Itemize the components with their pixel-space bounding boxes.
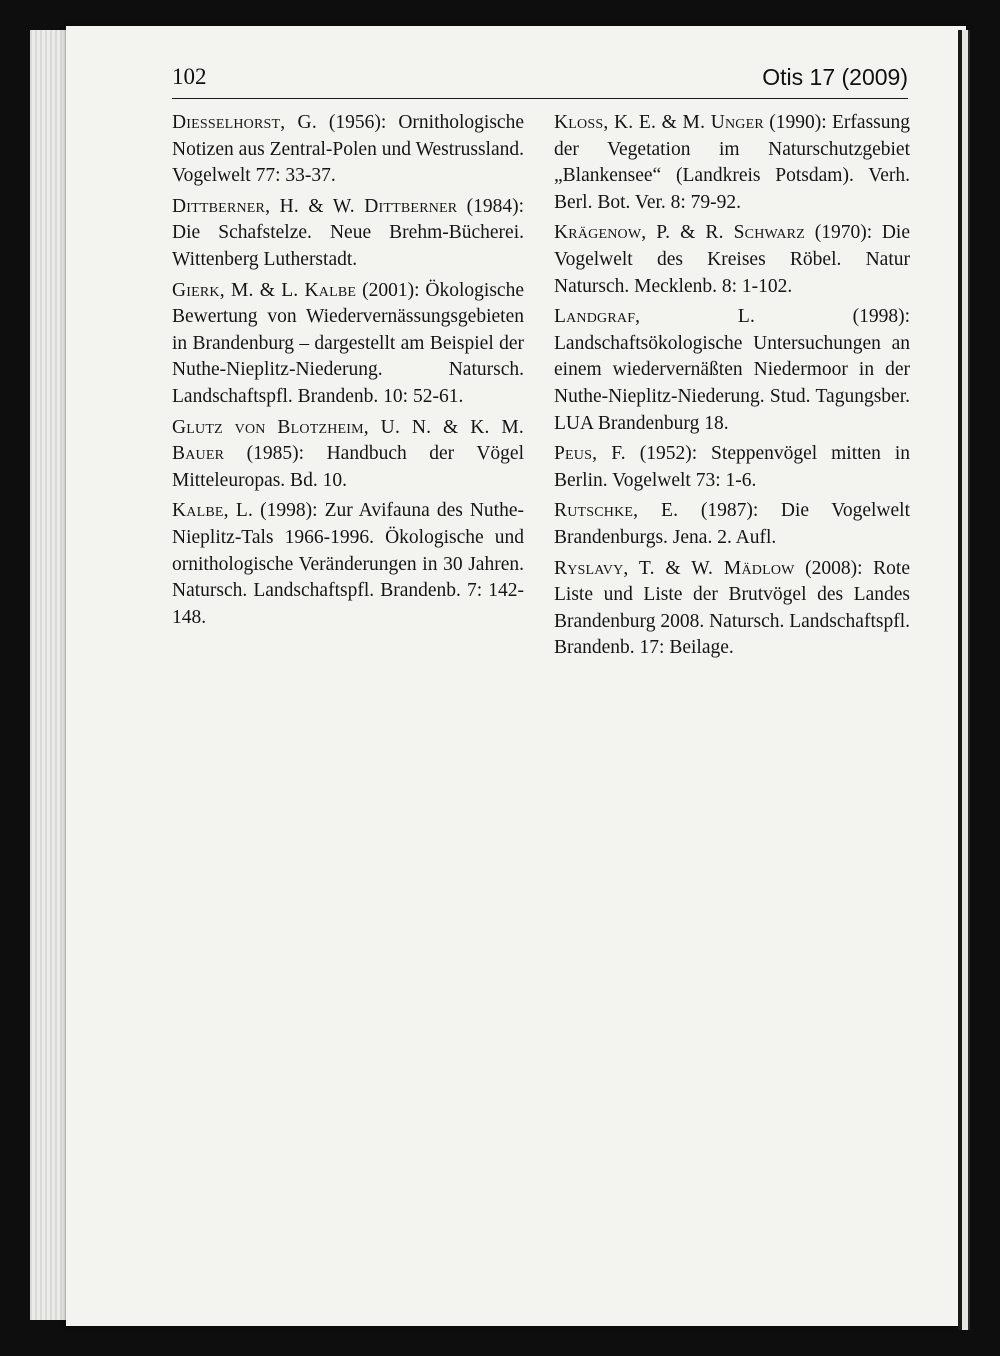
- reference-column-left: [172, 110, 524, 635]
- reference-details: (1985): Handbuch der Vögel Mitteleuropas. Bd. 10.: [172, 443, 524, 491]
- reference-authors: Peus, F.: [554, 443, 626, 465]
- reference-entry: [554, 304, 910, 437]
- reference-details: (1998): Zur Avifauna des Nuthe-Nieplitz-Tals 1966-1996. Ökologische und ornithologische Veränderungen in 30 Jahren. Natursch. Landschaftspfl. Brandenb. 7: 142-148.: [172, 500, 524, 628]
- reference-details: (2008): Rote Liste und Liste der Brutvögel des Landes Brandenburg 2008. Natursch. Landschaftspfl. Brandenb. 17: Beilage.: [554, 557, 911, 659]
- reference-entry: [172, 278, 524, 411]
- reference-entry: [554, 220, 910, 300]
- reference-details: (1990): Erfassung der Vegetation im Naturschutzgebiet „Blankensee“ (Landkreis Potsdam). Verh. Berl. Bot. Ver. 8: 79-92.: [554, 112, 911, 213]
- reference-entry: [554, 441, 910, 494]
- page-header: [172, 64, 908, 99]
- reference-entry: [554, 556, 910, 662]
- reference-authors: Ryslavy, T. & W. Mädlow: [554, 557, 795, 579]
- reference-authors: Rutschke, E.: [554, 500, 679, 522]
- reference-authors: Glutz von Blotzheim, U. N. & K. M. Bauer: [172, 416, 524, 465]
- reference-authors: Krägenow, P. & R. Schwarz: [554, 222, 805, 244]
- reference-entry: [172, 110, 524, 190]
- reference-details: (1952): Steppenvögel mitten in Berlin. Vogelwelt 73: 1-6.: [554, 443, 911, 491]
- reference-authors: Kloss, K. E. & M. Unger: [554, 112, 764, 133]
- reference-details: (2001): Ökologische Bewertung von Wiedervernässungsgebieten in Brandenburg – dargestellt am Beispiel der Nuthe-Nieplitz-Niederung. Natursch. Landschaftspfl. Brandenb. 10: 52-61.: [172, 279, 524, 407]
- reference-entry: [554, 110, 910, 216]
- reference-details: (1984): Die Schafstelze. Neue Brehm-Bücherei. Wittenberg Lutherstadt.: [172, 195, 524, 270]
- reference-details: (1987): Die Vogelwelt Brandenburgs. Jena. 2. Aufl.: [554, 500, 910, 548]
- reference-entry: [554, 498, 910, 551]
- reference-authors: Gierk, M. & L. Kalbe: [172, 279, 357, 301]
- book-binding: [958, 30, 1000, 1330]
- running-title: Otis 17 (2009): [762, 64, 908, 90]
- reference-authors: Dittberner, H. & W. Dittberner: [172, 195, 458, 217]
- reference-authors: Diesselhorst, G.: [172, 112, 317, 133]
- reference-details: (1956): Ornithologische Notizen aus Zentral-Polen und Westrussland. Vogelwelt 77: 33-37.: [172, 112, 524, 187]
- reference-entry: [172, 498, 524, 631]
- reference-details: (1998): Landschaftsökologische Untersuchungen an einem wiedervernäßten Niedermoor in der Nuthe-Nieplitz-Niederung. Stud. Tagungsber. LUA Brandenburg 18.: [554, 306, 910, 434]
- reference-entry: [172, 415, 524, 495]
- reference-authors: Landgraf, L.: [554, 306, 756, 328]
- page-number: 102: [172, 64, 207, 89]
- reference-entry: [172, 194, 524, 274]
- reference-column-right: [554, 110, 910, 666]
- reference-details: (1970): Die Vogelwelt des Kreises Röbel. Natur Natursch. Mecklenb. 8: 1-102.: [554, 222, 910, 297]
- reference-authors: Kalbe, L.: [172, 500, 254, 522]
